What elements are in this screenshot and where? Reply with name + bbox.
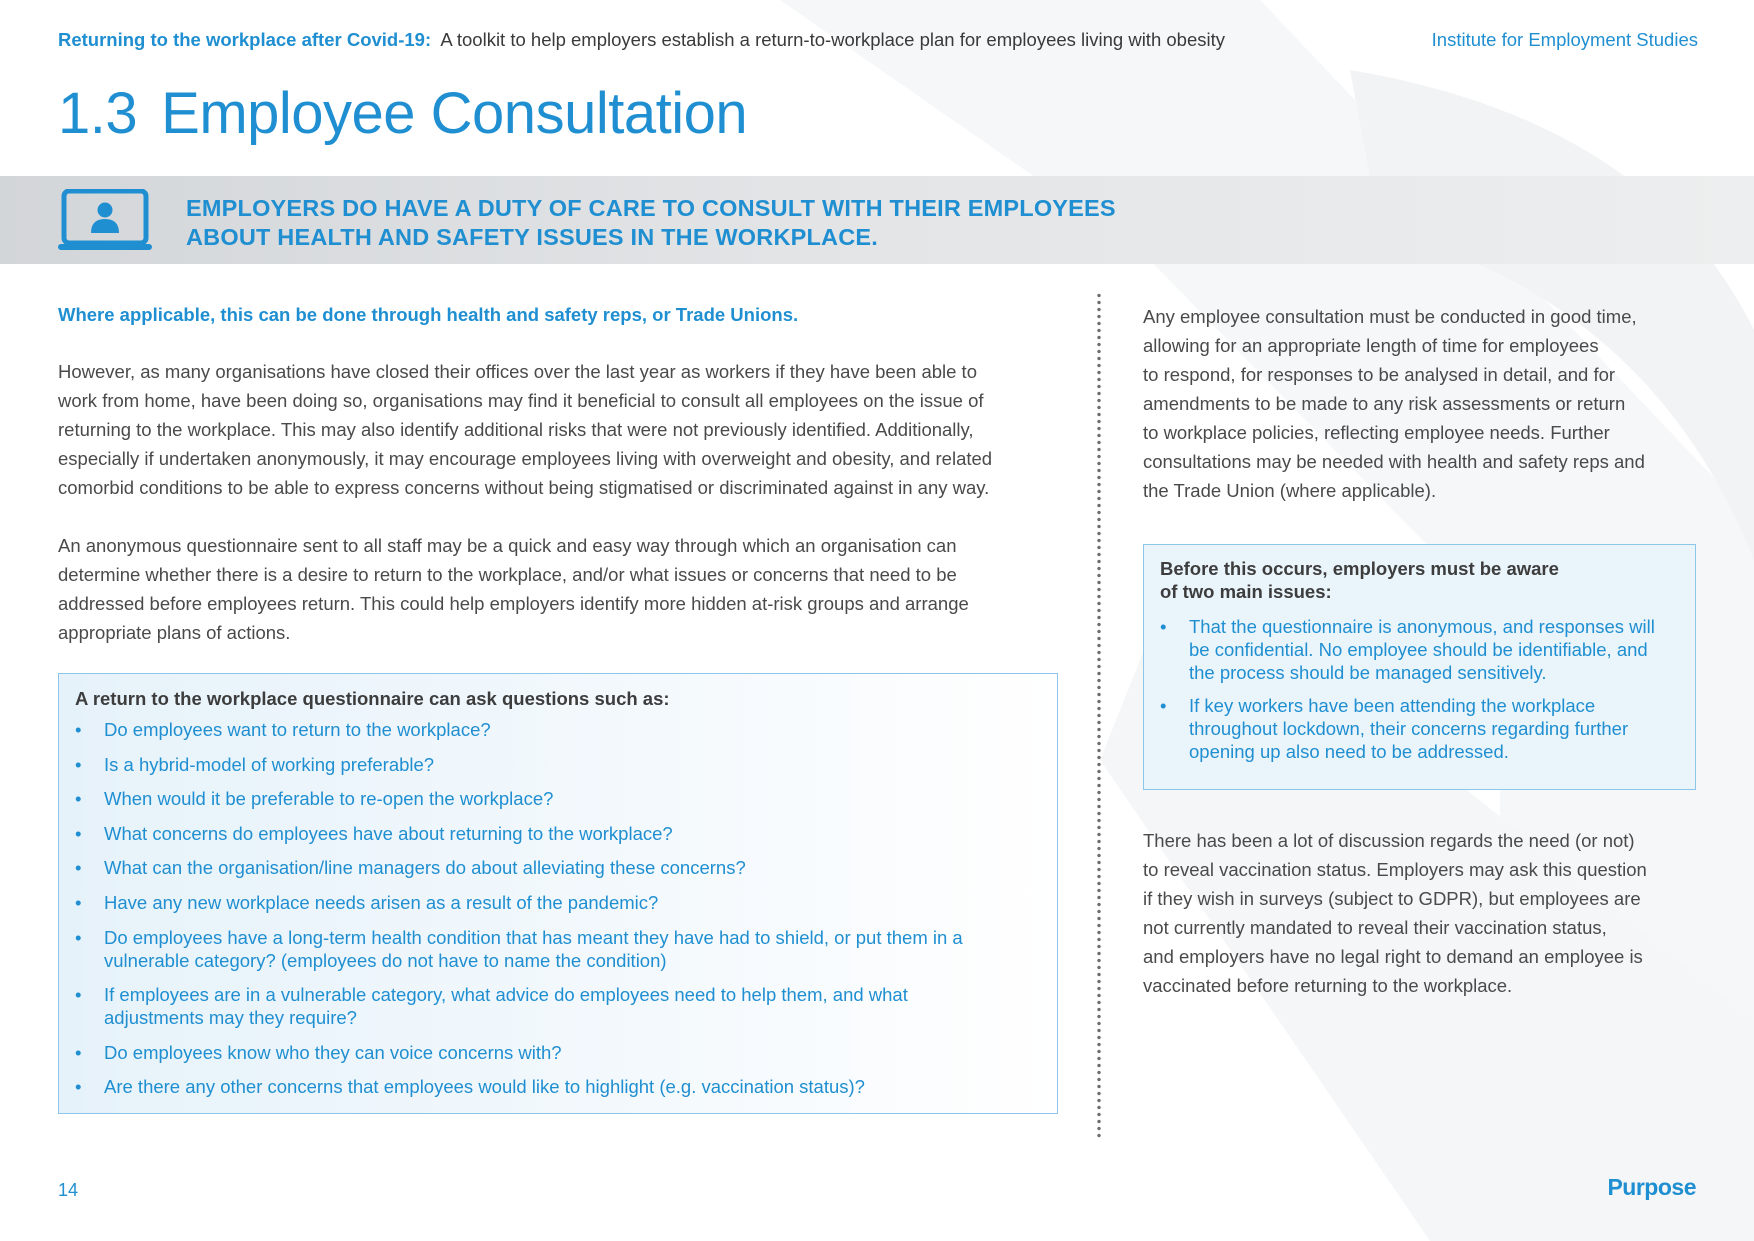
text-line: That the questionnaire is anonymous, and responses will — [1189, 616, 1655, 637]
list-item — [75, 856, 1041, 879]
paragraph-anonymous-questionnaire — [58, 531, 1058, 647]
document-title — [58, 29, 1225, 51]
list-item — [75, 822, 1041, 845]
list-item — [75, 926, 1041, 972]
text-line: the process should be managed sensitively. — [1189, 662, 1547, 683]
document-title-rest: A toolkit to help employers establish a return-to-workplace plan for employees living with obesity — [440, 29, 1225, 50]
questionnaire-box — [58, 673, 1058, 1114]
text-line: especially if undertaken anonymously, it may encourage employees living with overweight and obesity, and related — [58, 448, 993, 469]
paragraph-good-time — [1143, 302, 1703, 505]
questionnaire-heading: A return to the workplace questionnaire can ask questions such as: — [75, 688, 670, 709]
text-line: determine whether there is a desire to return to the workplace, and/or what issues or concerns that need to be — [58, 564, 957, 585]
text-line: to workplace policies, reflecting employee needs. Further — [1143, 422, 1610, 443]
text-line: Do employees want to return to the workplace? — [104, 719, 491, 740]
text-line: be confidential. No employee should be identifiable, and — [1189, 639, 1648, 660]
bullet-icon: • — [1160, 695, 1167, 716]
text-line: comorbid conditions to be able to express concerns without being stigmatised or discriminated against in any way. — [58, 477, 990, 498]
paragraph-vaccination-status — [1143, 826, 1703, 1000]
text-line: opening up also need to be addressed. — [1189, 741, 1509, 762]
section-number: 1.3 — [58, 81, 138, 146]
text-line: However, as many organisations have closed their offices over the last year as workers if they have been able to — [58, 361, 977, 382]
bullet-icon: • — [75, 719, 82, 740]
text-line: adjustments may they require? — [104, 1007, 357, 1029]
column-divider — [1097, 292, 1101, 1140]
bullet-icon: • — [75, 891, 82, 913]
text-line: throughout lockdown, their concerns regarding further — [1189, 718, 1629, 739]
bullet-icon: • — [75, 822, 82, 844]
text-line: Do employees have a long-term health condition that has meant they have had to shield, or put them in a — [104, 926, 963, 948]
text-line: returning to the workplace. This may also identify additional risks that were not previously identified. Additionally, — [58, 419, 974, 440]
list-item — [75, 1075, 1041, 1098]
right-column — [1143, 302, 1703, 505]
bullet-icon: • — [75, 788, 82, 810]
monitor-user-icon — [58, 189, 152, 253]
text-line: Any employee consultation must be conducted in good time, — [1143, 306, 1637, 327]
banner-line: EMPLOYERS DO HAVE A DUTY OF CARE TO CONSULT WITH THEIR EMPLOYEES — [186, 195, 1116, 221]
list-item — [75, 983, 1041, 1029]
bullet-icon: • — [75, 926, 82, 948]
page-number: 14 — [58, 1180, 79, 1200]
bullet-icon: • — [1160, 616, 1167, 637]
text-line: and employers have no legal right to demand an employee is — [1143, 946, 1643, 967]
banner-text — [186, 194, 1116, 252]
list-item — [75, 718, 1041, 741]
page-title — [58, 80, 747, 147]
text-line: When would it be preferable to re-open the workplace? — [104, 788, 554, 810]
bullet-icon: • — [75, 1041, 82, 1063]
text-line: There has been a lot of discussion regards the need (or not) — [1143, 830, 1635, 851]
main-issues-list — [1160, 615, 1679, 763]
bullet-icon: • — [75, 984, 82, 1006]
text-line: appropriate plans of actions. — [58, 622, 291, 643]
list-item — [75, 787, 1041, 810]
right-column-lower — [1143, 826, 1703, 1000]
text-line: Are there any other concerns that employees would like to highlight (e.g. vaccination status)? — [104, 1076, 865, 1098]
paragraph-offices-closed — [58, 357, 1058, 502]
text-line: work from home, have been doing so, organisations may find it beneficial to consult all employees on the issue of — [58, 390, 984, 411]
text-line: If employees are in a vulnerable category, what advice do employees need to help them, and what — [104, 984, 908, 1006]
text-line: Have any new workplace needs arisen as a result of the pandemic? — [104, 891, 659, 913]
text-line: Before this occurs, employers must be aware — [1160, 558, 1559, 579]
text-line: Is a hybrid-model of working preferable? — [104, 753, 435, 775]
text-line: to reveal vaccination status. Employers may ask this question — [1143, 859, 1647, 880]
text-line: addressed before employees return. This could help employers identify more hidden at-risk groups and arrange — [58, 593, 969, 614]
section-title: Employee Consultation — [161, 81, 748, 146]
key-message-banner — [0, 176, 1754, 264]
text-line: of two main issues: — [1160, 581, 1332, 602]
organisation-name: Institute for Employment Studies — [1431, 29, 1698, 50]
bullet-icon: • — [75, 753, 82, 775]
banner-line: ABOUT HEALTH AND SAFETY ISSUES IN THE WORKPLACE. — [186, 224, 878, 250]
text-line: if they wish in surveys (subject to GDPR), but employees are — [1143, 888, 1641, 909]
left-column — [58, 302, 1058, 676]
text-line: not currently mandated to reveal their vaccination status, — [1143, 917, 1607, 938]
text-line: An anonymous questionnaire sent to all staff may be a quick and easy way through which an organisation can — [58, 535, 957, 556]
list-item — [75, 891, 1041, 914]
text-line: If key workers have been attending the workplace — [1189, 695, 1596, 716]
main-issues-box — [1143, 544, 1696, 790]
text-line: the Trade Union (where applicable). — [1143, 480, 1437, 501]
text-line: Do employees know who they can voice concerns with? — [104, 1041, 562, 1063]
text-line: consultations may be needed with health and safety reps and — [1143, 451, 1645, 472]
list-item — [75, 753, 1041, 776]
main-issues-heading — [1160, 557, 1679, 603]
text-line: vaccinated before returning to the workplace. — [1143, 975, 1513, 996]
text-line: What can the organisation/line managers do about alleviating these concerns? — [104, 857, 746, 879]
lead-statement: Where applicable, this can be done through health and safety reps, or Trade Unions. — [58, 304, 799, 325]
questionnaire-list — [75, 718, 1041, 1098]
list-item — [75, 1041, 1041, 1064]
purpose-logo: Purpose — [1607, 1174, 1696, 1200]
text-line: amendments to be made to any risk assessments or return — [1143, 393, 1626, 414]
list-item — [1160, 694, 1679, 763]
running-header — [58, 29, 1698, 59]
list-item — [1160, 615, 1679, 684]
text-line: What concerns do employees have about returning to the workplace? — [104, 822, 673, 844]
document-title-bold: Returning to the workplace after Covid-19: — [58, 29, 432, 50]
bullet-icon: • — [75, 857, 82, 879]
bullet-icon: • — [75, 1076, 82, 1098]
text-line: allowing for an appropriate length of time for employees — [1143, 335, 1599, 356]
text-line: vulnerable category? (employees do not have to name the condition) — [104, 949, 667, 971]
text-line: to respond, for responses to be analysed in detail, and for — [1143, 364, 1616, 385]
